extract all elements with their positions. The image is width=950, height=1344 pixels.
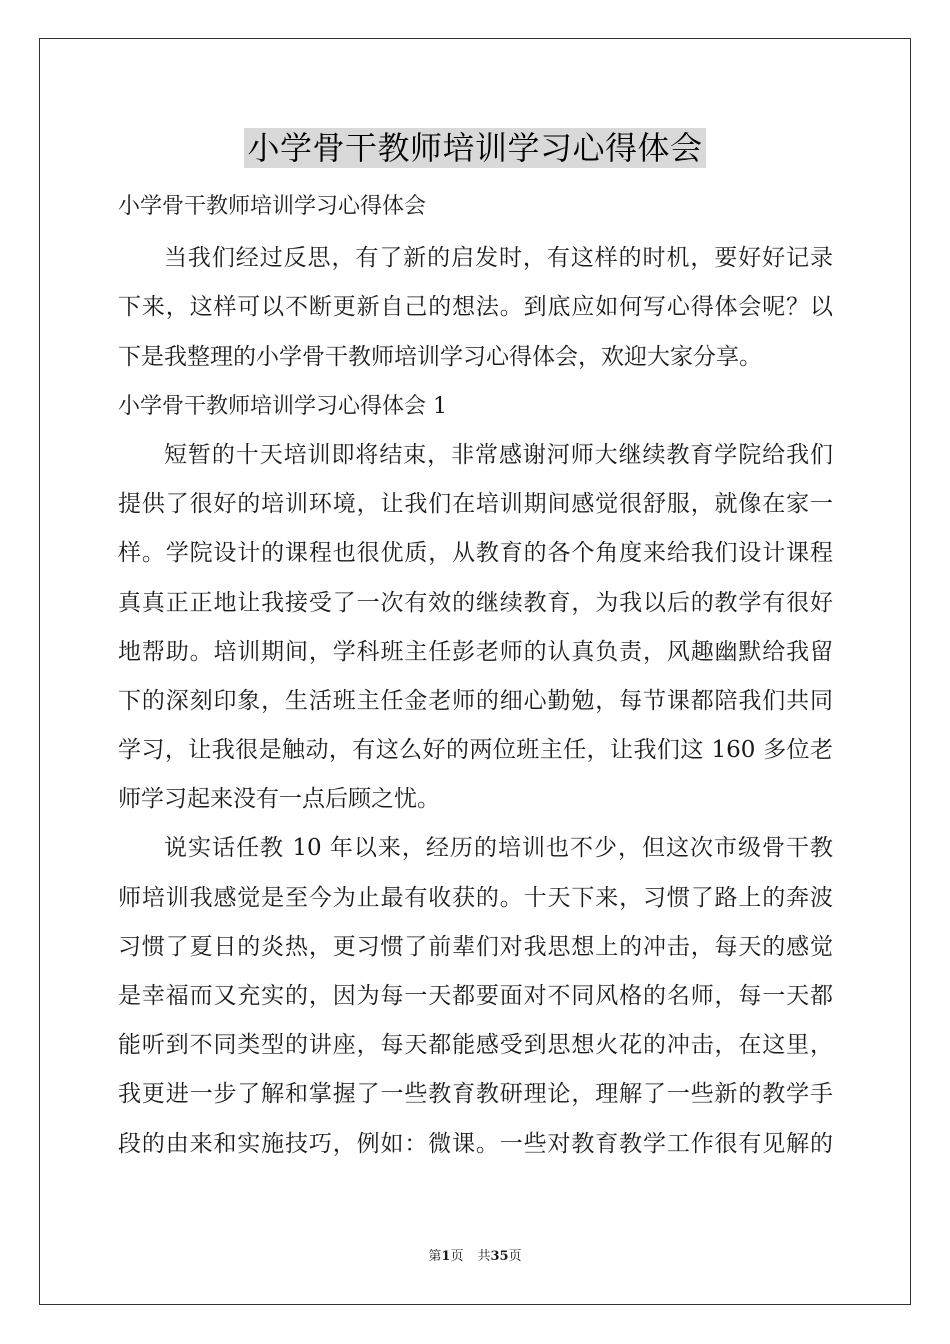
document-title: 小学骨干教师培训学习心得体会	[244, 128, 705, 168]
paragraph-line: 师培训我感觉是至今为止最有收获的。十天下来，习惯了路上的奔波	[118, 884, 833, 911]
paragraph-1	[118, 431, 833, 825]
paragraph-line: 段的由来和实施技巧，例如：微课。一些对教育教学工作很有见解的	[118, 1130, 833, 1157]
page-suffix: 页	[450, 1249, 464, 1264]
page-footer	[0, 1249, 950, 1265]
paragraph-line: 提供了很好的培训环境，让我们在培训期间感觉很舒服，就像在家一	[118, 491, 833, 518]
section-heading: 小学骨干教师培训学习心得体会 1	[118, 393, 447, 419]
total-prefix: 共	[477, 1249, 491, 1264]
intro-paragraph	[118, 234, 833, 382]
page-prefix: 第	[428, 1249, 442, 1264]
document-subtitle: 小学骨干教师培训学习心得体会	[118, 194, 427, 219]
paragraph-2	[118, 824, 833, 1168]
paragraph-line: 下是我整理的小学骨干教师培训学习心得体会，欢迎大家分享。	[118, 343, 762, 370]
paragraph-line: 下来，这样可以不断更新自己的想法。到底应如何写心得体会呢？以	[118, 294, 833, 321]
title-container	[0, 128, 950, 168]
paragraph-line: 下的深刻印象，生活班主任金老师的细心勤勉，每节课都陪我们共同	[118, 687, 833, 714]
document-body	[118, 182, 833, 1169]
paragraph-line: 当我们经过反思，有了新的启发时，有这样的时机，要好好记录	[164, 245, 833, 272]
paragraph-line: 样。学院设计的课程也很优质，从教育的各个角度来给我们设计课程	[118, 540, 833, 567]
paragraph-line: 我更进一步了解和掌握了一些教育教研理论，理解了一些新的教学手	[118, 1081, 833, 1108]
total-pages: 35	[490, 1249, 509, 1264]
total-suffix: 页	[508, 1249, 522, 1264]
paragraph-line: 师学习起来没有一点后顾之忧。	[118, 786, 440, 813]
page-number: 1	[441, 1249, 451, 1264]
paragraph-line: 真真正正地让我接受了一次有效的继续教育，为我以后的教学有很好	[118, 589, 833, 616]
paragraph-line: 学习，让我很是触动，有这么好的两位班主任，让我们这 160 多位老	[118, 737, 833, 764]
paragraph-line: 短暂的十天培训即将结束，非常感谢河师大继续教育学院给我们	[164, 441, 833, 468]
paragraph-line: 地帮助。培训期间，学科班主任彭老师的认真负责，风趣幽默给我留	[118, 638, 833, 665]
paragraph-line: 习惯了夏日的炎热，更习惯了前辈们对我思想上的冲击，每天的感觉	[118, 933, 833, 960]
paragraph-line: 说实话任教 10 年以来，经历的培训也不少，但这次市级骨干教	[164, 835, 833, 862]
paragraph-line: 能听到不同类型的讲座，每天都能感受到思想火花的冲击，在这里，	[118, 1032, 833, 1059]
paragraph-line: 是幸福而又充实的，因为每一天都要面对不同风格的名师，每一天都	[118, 983, 833, 1009]
